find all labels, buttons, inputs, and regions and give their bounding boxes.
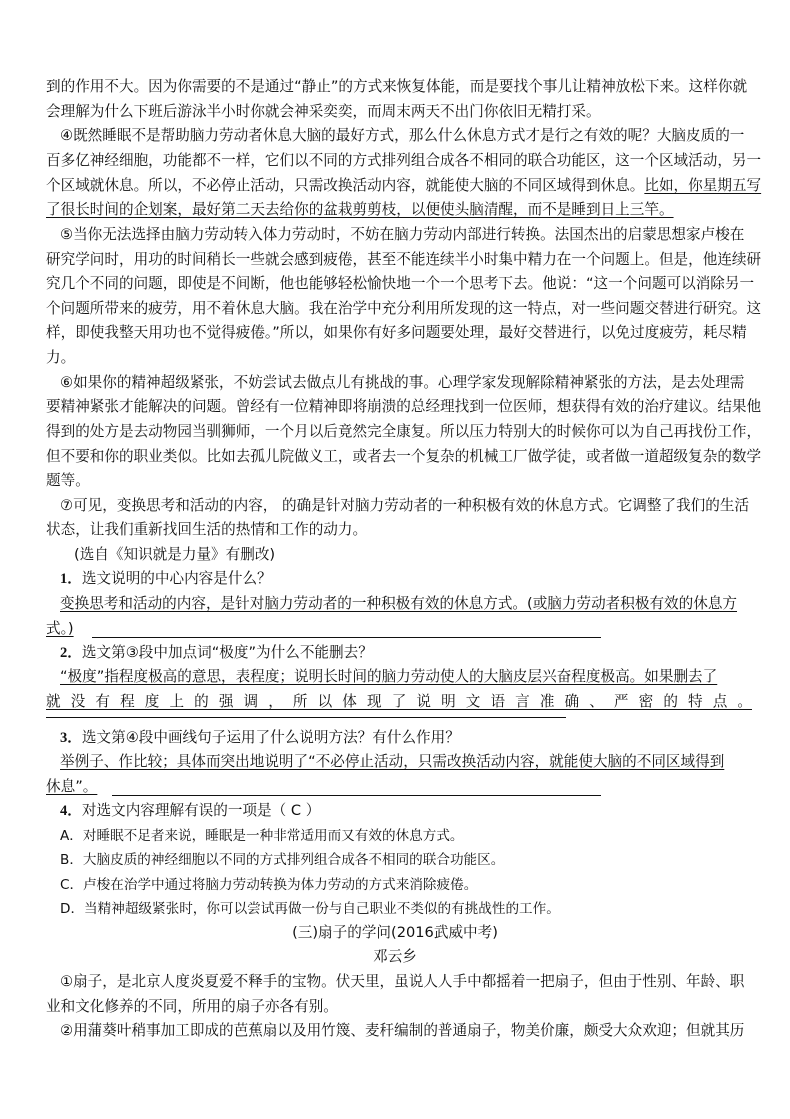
section-3-author: 邓云乡 [373,948,417,965]
paragraph-4-line-2: 百多亿神经细胞，功能都不一样，它们以不同的方式排列组合成各不相同的联合功能区，这一个区域活动，另一 [46,152,762,169]
paragraph-7-line-2: 状态，让我们重新找回生活的热情和工作的动力。 [46,521,368,538]
section-3-title: (三)扇子的学问(2016武威中考) [292,924,498,941]
paragraph-6-line-2: 要精神紧张才能解决的问题。曾经有一位精神即将崩溃的总经理找到一位医师，想获得有效的治疗建议。结果他 [46,398,762,415]
paragraph-6-line-1: ⑥如果你的精神超级紧张，不妨尝试去做点儿有挑战的事。心理学家发现解除精神紧张的方法，是去处理需 [60,374,745,391]
question-3-text: 选文第④段中画线句子运用了什么说明方法？有什么作用？ [81,729,460,746]
question-1-number: 1． [60,571,82,587]
source-note: (选自《知识就是力量》有删改) [74,546,276,563]
paragraph-5-line-4: 个问题所带来的疲劳，用不着休息大脑。我在治学中充分利用所发现的这一特点，对一些问题交替进行研究。这 [46,300,762,317]
paragraph-5-line-6: 力。 [46,349,76,366]
answer-2-blank-line [46,717,566,718]
underlined-sentence-part-2: 了很长时间的企划案，最好第二天去给你的盆栽剪剪枝，以便使头脑清醒，而不是睡到日上三竿。 [46,201,674,218]
paragraph-5-line-1: ⑤当你无法选择由脑力劳动转入体力劳动时，不妨在脑力劳动内部进行转换。法国杰出的启蒙思想家卢梭在 [60,226,745,243]
question-4-number: 4． [60,803,82,819]
paragraph-6-line-3: 得到的处方是去动物园当驯狮师，一个月以后竟然完全康复。所以压力特别大的时候你可以为自己再找份工作， [46,423,762,440]
question-2-text: 选文第③段中加点词“极度”为什么不能删去？ [81,644,373,661]
answer-3-line-2: 休息”。 [46,778,98,795]
answer-3-line-1: 举例子、作比较；具体而突出地说明了“不必停止活动，只需改换活动内容，就能使大脑的不同区域得到 [60,753,725,770]
paragraph-4-text: 个区域就休息。所以，不必停止活动，只需改换活动内容，就能使大脑的不同区域得到休息。 [46,177,645,194]
paragraph-6-line-4: 但不要和你的职业类似。比如去孤儿院做义工，或者去一个复杂的机械工厂做学徒，或者做一道超级复杂的数学 [46,448,762,465]
question-1 [60,567,760,591]
paragraph-5-line-3: 究几个不同的问题，即使是不间断，他也能够轻松愉快地一个一个思考下去。他说：“这一个问题可以消除另一 [46,275,755,292]
paragraph-5-line-5: 样，即使我整天用功也不觉得疲倦。”所以，如果你有好多问题要处理，最好交替进行，以免过度疲劳，耗尽精 [46,324,747,341]
option-d: D．当精神超级紧张时，你可以尝试再做一份与自己职业不类似的有挑战性的工作。 [60,901,560,917]
section-3-paragraph-2-line-1: ②用蒲葵叶稍事加工即成的芭蕉扇以及用竹篾、麦秆编制的普通扇子，物美价廉，颇受大众欢迎；但就其历 [60,1022,745,1039]
answer-2-line-1: “极度”指程度极高的意思，表程度；说明长时间的脑力劳动使人的大脑皮层兴奋程度极高。如果删去了 [60,668,718,685]
section-3-paragraph-1-line-2: 业和文化修养的不同，所用的扇子亦各有别。 [46,998,338,1015]
question-4-text: 对选文内容理解有误的一项是（ C ） [81,802,321,819]
question-2 [60,641,760,665]
paragraph-7-line-1: ⑦可见，变换思考和活动的内容， 的确是针对脑力劳动者的一种积极有效的休息方式。它调整了我们的生活 [60,497,750,514]
question-3 [60,726,760,750]
answer-3-blank-line [112,795,601,796]
answer-1-blank-line [92,637,601,638]
paragraph-6-line-5: 题等。 [46,472,90,489]
option-a: A．对睡眠不足者来说，睡眠是一种非常适用而又有效的休息方式。 [60,828,464,844]
answer-1-line-2: 式。) [46,620,74,637]
option-b: B．大脑皮质的神经细胞以不同的方式排列组合成各不相同的联合功能区。 [60,852,505,868]
paragraph-4-line-1: ④既然睡眠不是帮助脑力劳动者休息大脑的最好方式，那么什么休息方式才是行之有效的呢？大脑皮质的一 [60,127,745,144]
section-3-paragraph-1-line-1: ①扇子，是北京人度炎夏爱不释手的宝物。伏天里，虽说人人手中都摇着一把扇子，但由于性别、年龄、职 [60,973,745,990]
question-1-text: 选文说明的中心内容是什么？ [81,570,272,587]
question-3-number: 3． [60,730,82,746]
answer-2-line-2: 就没有程度上的强调，所以体现了说明文语言准确、严密的特点。 [46,693,752,710]
paragraph-3-line-2: 会理解为什么下班后游泳半小时你就会神采奕奕，而周末两天不出门你依旧无精打采。 [46,103,601,120]
question-2-number: 2． [60,645,82,661]
paragraph-5-line-2: 研究学问时，用功的时间稍长一些就会感到疲倦，甚至不能连续半小时集中精力在一个问题上。但是，他连续研 [46,251,762,268]
paragraph-4-line-3 [46,174,762,198]
option-c: C．卢梭在治学中通过将脑力劳动转换为体力劳动的方式来消除疲倦。 [60,877,478,893]
underlined-sentence-part-1: 比如，你星期五写 [644,177,762,194]
paragraph-3-line-1: 到的作用不大。因为你需要的不是通过“静止”的方式来恢复体能，而是要找个事儿让精神放松下来。这样你就 [46,78,748,95]
answer-1-line-1: 变换思考和活动的内容，是针对脑力劳动者的一种积极有效的休息方式。(或脑力劳动者积极有效的休息方 [60,595,738,612]
question-4 [60,799,760,823]
